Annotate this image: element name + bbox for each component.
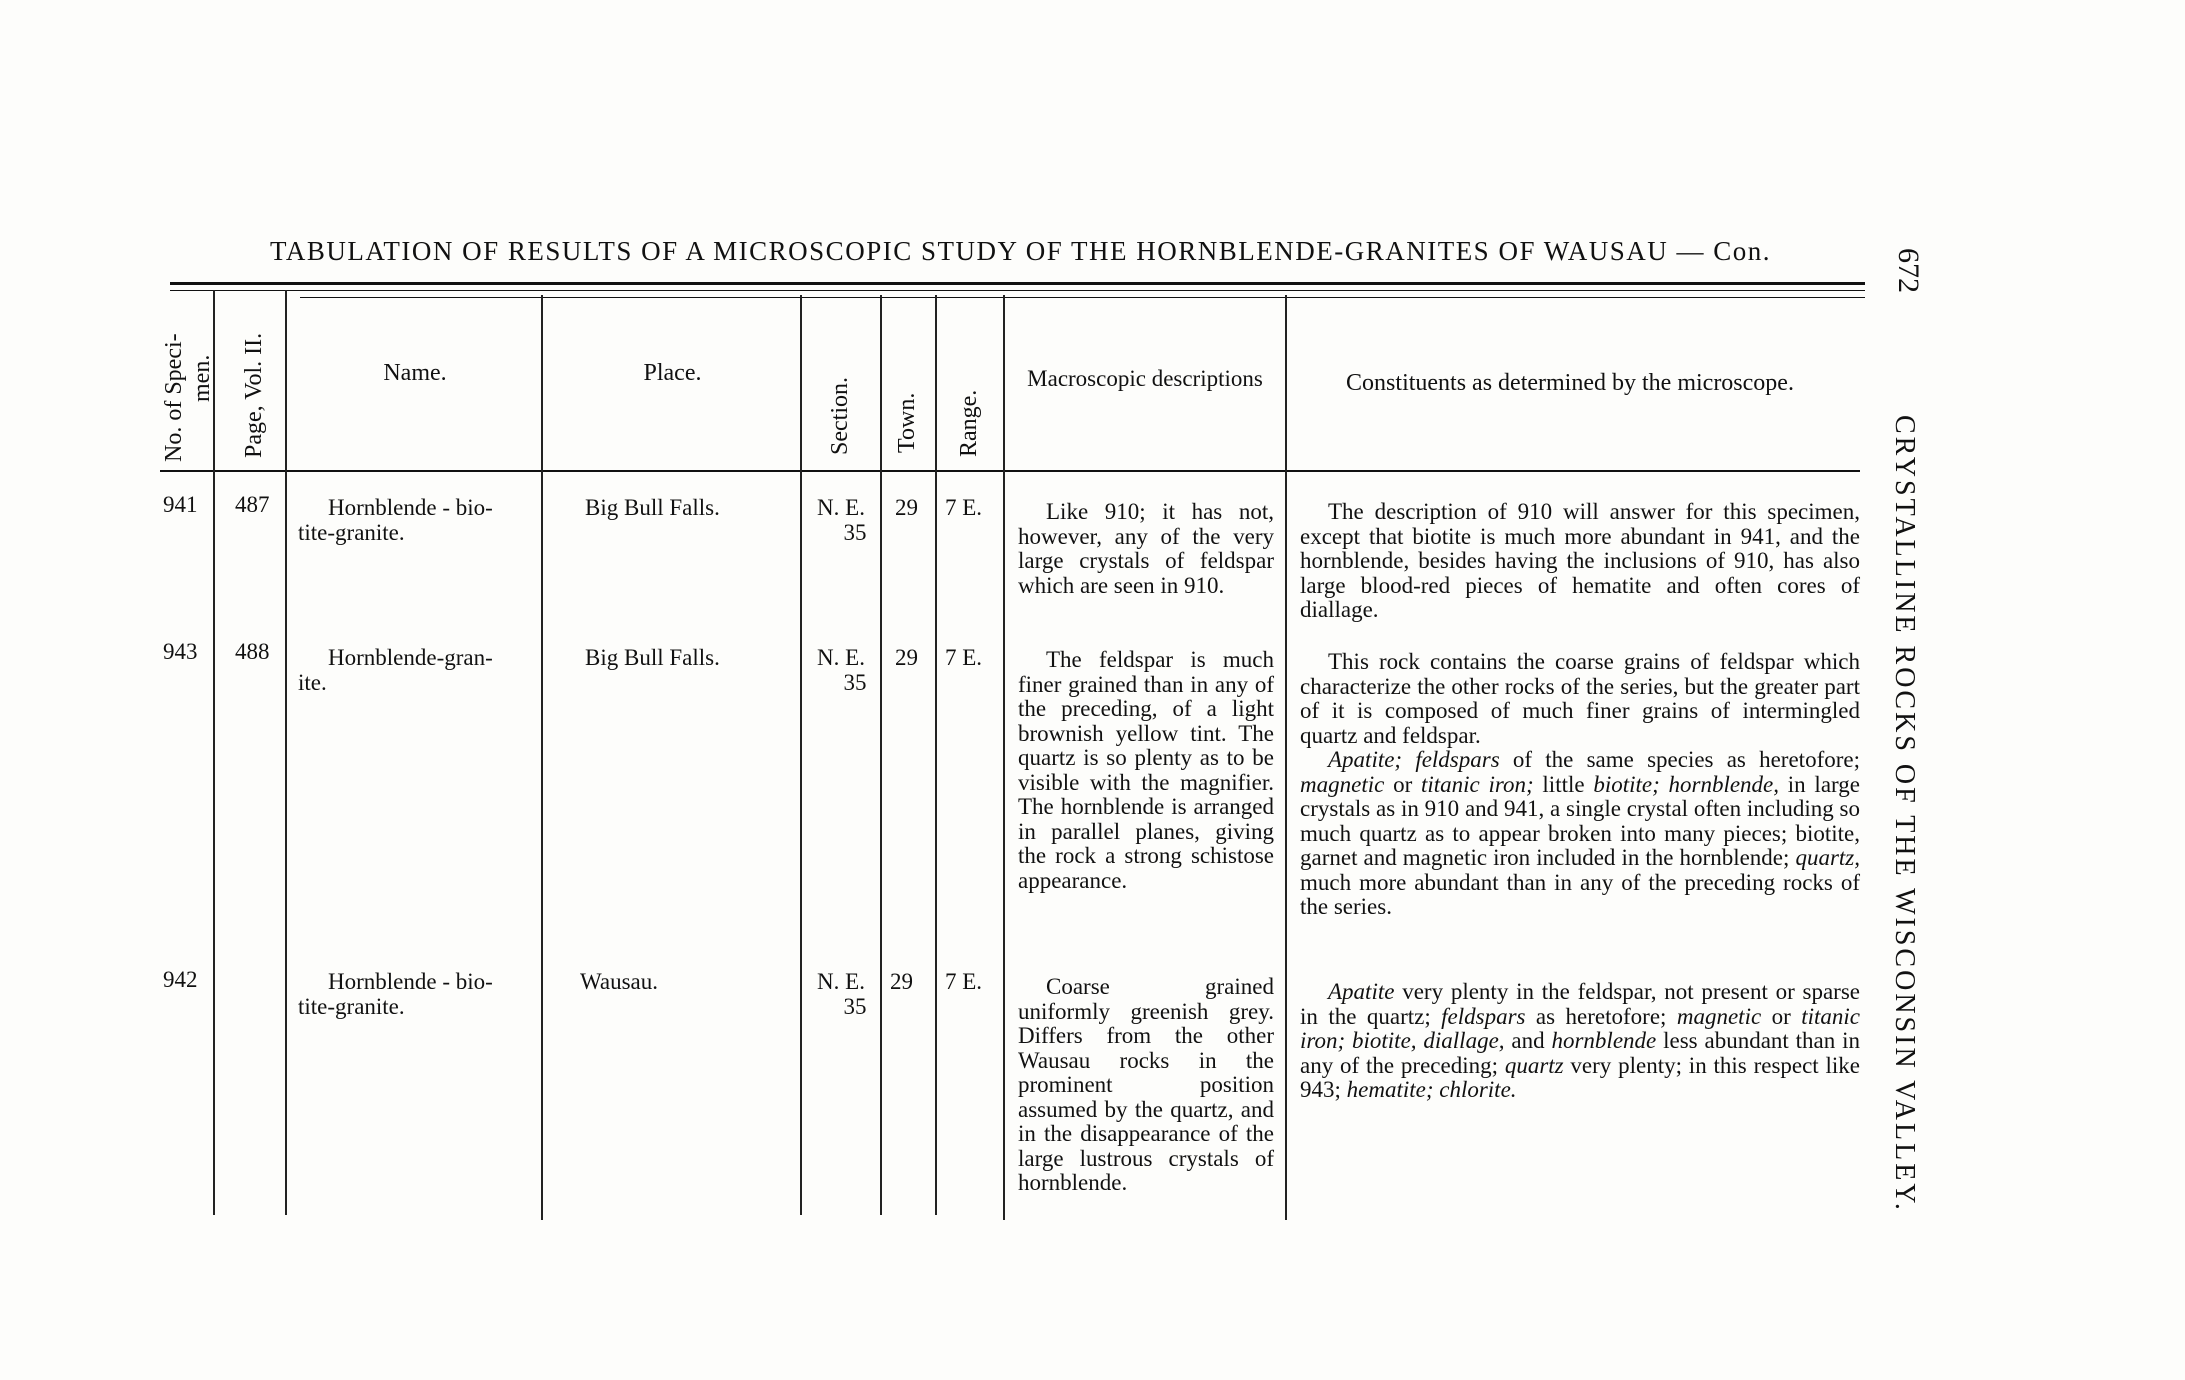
row-942-macro: Coarse grained uniformly greenish grey. Differs from the other Wausau rocks in the prominent position assumed by the quartz, and in the disappearance of the large lustrous crystals of hornblende. [1018, 974, 1274, 1195]
row-941-micro: The description of 910 will answer for this specimen, except that biotite is much more abundant in 941, and the hornblende, besides having the inclusions of 910, has also large blood-red pieces of hematite and often cores of diallage. [1300, 499, 1860, 622]
col-line-5 [880, 295, 882, 1215]
row-941-town: 29 [895, 495, 918, 520]
row-942-name: Hornblende - bio- tite-granite. [298, 969, 493, 1019]
header-place: Place. [643, 360, 702, 386]
row-942-place: Wausau. [580, 969, 658, 994]
row-943-macro: The feldspar is much finer grained than in any of the preceding, of a light brownish yellow tint. The quartz is so plenty as to be visible with the magnifier. The hornblende is arranged in parallel planes, giving the rock a strong schistose appearance. [1018, 647, 1274, 893]
running-head: CRYSTALLINE ROCKS OF THE WISCONSIN VALLEY. [1889, 415, 1920, 1213]
header-page: Page, Vol. II. [241, 332, 267, 458]
col-line-6 [935, 295, 937, 1215]
row-943-range: 7 E. [945, 645, 983, 670]
page-number: 672 [1892, 248, 1925, 293]
row-942-range: 7 E. [945, 969, 983, 994]
header-macro: Macroscopic descriptions [1027, 366, 1263, 391]
row-943-place: Big Bull Falls. [585, 645, 720, 670]
row-941-section: N. E. 35 [817, 495, 867, 545]
col-line-3 [541, 295, 543, 1220]
row-941-place: Big Bull Falls. [585, 495, 720, 520]
page-title: TABULATION OF RESULTS OF A MICROSCOPIC STUDY OF THE HORNBLENDE-GRANITES OF WAUSAU — Con. [270, 236, 1771, 266]
row-941-specimen: 941 [163, 492, 198, 517]
row-942-micro: Apatite very plenty in the feldspar, not present or sparse in the quartz; feldspars as heretofore; magnetic or titanic iron; biotite, diallage, and hornblende less abundant than in any of the preceding; quartz very plenty; in this respect like 943; hematite; chlorite. [1300, 979, 1861, 1102]
row-943-page: 488 [235, 639, 270, 664]
top-rule-thin [170, 290, 1865, 291]
row-941-macro: Like 910; it has not, however, any of the very large crystals of feldspar which are seen in 910. [1018, 499, 1274, 598]
row-941-range: 7 E. [945, 495, 983, 520]
row-941-page: 487 [235, 492, 270, 517]
row-943-town: 29 [895, 645, 918, 670]
header-rule [160, 470, 1860, 472]
header-range: Range. [956, 389, 982, 457]
top-rule-thin-2 [300, 297, 1865, 298]
col-line-7 [1003, 295, 1005, 1220]
row-942-section: N. E. 35 [817, 969, 867, 1019]
header-town: Town. [894, 392, 920, 453]
row-943-micro: This rock contains the coarse grains of feldspar which characterize the other rocks of the series, but the greater part of it is composed of much finer grains of intermingled quartz and feldspar. Apatite; feldspars of the same species as heretofore; magnetic or titanic iron; little biotite; hornblende, in large crystals as in 910 and 941, a single crystal often including so much quartz as to appear broken into many pieces; biotite, garnet and magnetic iron included in the hornblende; quartz, much more abundant than in any of the preceding rocks of the series. [1300, 649, 1860, 919]
col-line-8 [1285, 295, 1287, 1220]
row-942-town: 29 [890, 969, 913, 994]
col-line-2 [285, 290, 287, 1215]
header-specimen: No. of Speci- men. [161, 333, 215, 462]
row-943-name: Hornblende-gran- ite. [298, 645, 493, 695]
row-941-name: Hornblende - bio- tite-granite. [298, 495, 493, 545]
header-micro: Constituents as determined by the microscope. [1346, 370, 1794, 396]
col-line-4 [800, 295, 802, 1215]
top-rule-thick [170, 282, 1865, 285]
header-section: Section. [827, 377, 853, 455]
row-942-specimen: 942 [163, 967, 198, 992]
header-name: Name. [383, 360, 447, 386]
row-943-specimen: 943 [163, 639, 198, 664]
row-943-section: N. E. 35 [817, 645, 867, 695]
